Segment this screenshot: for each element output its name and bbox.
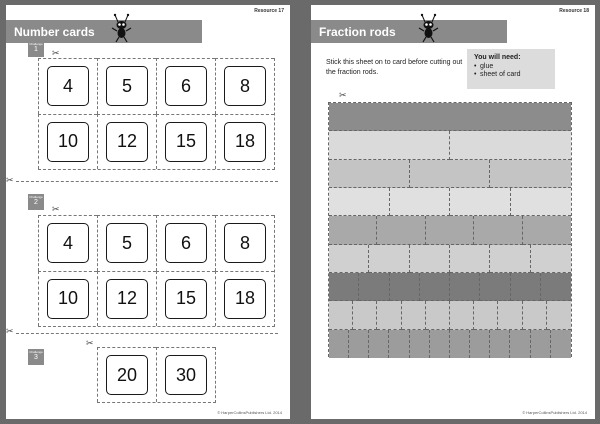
- card-cell: [156, 58, 215, 114]
- fraction-rods: [328, 102, 572, 357]
- scissors-icon: ✂: [52, 48, 60, 58]
- rod-row: [329, 188, 571, 216]
- number-card: 15: [165, 279, 207, 319]
- rod-segment: [510, 330, 530, 358]
- rod-segment: [329, 160, 410, 188]
- number-cards-page: [6, 5, 290, 419]
- scissors-icon: ✂: [52, 204, 60, 214]
- rod-segment: [329, 330, 349, 358]
- rod-segment: [329, 245, 369, 273]
- rod-segment: [329, 103, 571, 131]
- rod-segment: [490, 160, 571, 188]
- resource-label: Resource 18: [559, 8, 589, 14]
- number-card: 8: [224, 223, 266, 263]
- number-card: 20: [106, 355, 148, 395]
- challenge-number: 1: [34, 46, 38, 53]
- rod-segment: [523, 216, 571, 244]
- challenge-badge-2: [28, 194, 44, 210]
- ant-mascot-icon: [109, 13, 135, 43]
- card-cell: [156, 114, 215, 170]
- number-card: 5: [106, 66, 148, 106]
- rod-segment: [353, 301, 377, 329]
- number-card: 4: [47, 223, 89, 263]
- card-cell: [215, 114, 274, 170]
- fraction-rods-page: [311, 5, 595, 419]
- rod-segment: [329, 216, 377, 244]
- rod-segment: [480, 273, 510, 301]
- rod-segment: [390, 188, 451, 216]
- rod-row: [329, 330, 571, 358]
- rod-segment: [531, 330, 551, 358]
- rod-row: [329, 103, 571, 131]
- rod-segment: [470, 330, 490, 358]
- rod-row: [329, 131, 571, 159]
- scissors-icon: ✂: [86, 338, 94, 348]
- number-card: 8: [224, 66, 266, 106]
- rod-segment: [426, 301, 450, 329]
- rod-segment: [410, 160, 491, 188]
- card-cell: [156, 215, 215, 271]
- rod-segment: [369, 245, 409, 273]
- card-cell: [156, 271, 215, 327]
- challenge-badge-1: [28, 41, 44, 57]
- you-will-need-box: [467, 49, 555, 89]
- number-card: 12: [106, 279, 148, 319]
- rod-row: [329, 301, 571, 329]
- rod-row: [329, 160, 571, 188]
- card-cell: [38, 271, 97, 327]
- rod-segment: [511, 273, 541, 301]
- challenge-label: Challenge: [29, 350, 43, 354]
- rod-segment: [531, 245, 571, 273]
- rod-segment: [430, 330, 450, 358]
- card-cell: [97, 215, 156, 271]
- rod-segment: [329, 301, 353, 329]
- rod-segment: [450, 245, 490, 273]
- scissors-icon: ✂: [339, 90, 347, 100]
- rod-segment: [329, 188, 390, 216]
- rod-segment: [420, 273, 450, 301]
- instruction-text: Stick this sheet on to card before cutting out the fraction rods.: [326, 59, 463, 76]
- rod-segment: [498, 301, 522, 329]
- rod-row: [329, 273, 571, 301]
- rod-segment: [450, 131, 571, 159]
- ant-mascot-icon: [416, 13, 442, 43]
- need-title: You will need:: [474, 54, 521, 61]
- rod-segment: [523, 301, 547, 329]
- card-cell: [215, 271, 274, 327]
- number-card: 30: [165, 355, 207, 395]
- cut-line: [16, 333, 278, 334]
- number-card: 6: [165, 223, 207, 263]
- rod-segment: [547, 301, 571, 329]
- card-cell: [97, 271, 156, 327]
- card-cell: [215, 58, 274, 114]
- number-card: 5: [106, 223, 148, 263]
- cut-line: [16, 181, 278, 182]
- page-title: Number cards: [6, 20, 202, 43]
- rod-segment: [329, 131, 450, 159]
- rod-segment: [410, 245, 450, 273]
- number-card: 18: [224, 279, 266, 319]
- rod-segment: [369, 330, 389, 358]
- rod-segment: [511, 188, 572, 216]
- rod-segment: [426, 216, 474, 244]
- rod-segment: [389, 330, 409, 358]
- rod-segment: [490, 245, 530, 273]
- number-card: 4: [47, 66, 89, 106]
- card-cell: [97, 114, 156, 170]
- card-set-3: [97, 347, 216, 403]
- card-set-1: [38, 58, 275, 170]
- card-set-2: [38, 215, 275, 327]
- card-cell: [38, 114, 97, 170]
- rod-segment: [349, 330, 369, 358]
- number-card: 10: [47, 122, 89, 162]
- rod-segment: [329, 273, 359, 301]
- card-cell: [156, 347, 215, 402]
- number-card: 15: [165, 122, 207, 162]
- rod-segment: [450, 188, 511, 216]
- rod-segment: [541, 273, 571, 301]
- number-card: 18: [224, 122, 266, 162]
- challenge-label: Challenge: [29, 42, 43, 46]
- page-title: Fraction rods: [311, 20, 507, 43]
- rod-segment: [359, 273, 389, 301]
- challenge-label: Challenge: [29, 195, 43, 199]
- need-item: • glue: [474, 63, 555, 71]
- resource-label: Resource 17: [254, 8, 284, 14]
- rod-segment: [377, 216, 425, 244]
- rod-row: [329, 245, 571, 273]
- rod-segment: [450, 301, 474, 329]
- rod-segment: [450, 273, 480, 301]
- scissors-icon: ✂: [6, 175, 14, 185]
- rod-segment: [390, 273, 420, 301]
- copyright-footer: © HarperCollinsPublishers Ltd. 2014: [522, 410, 587, 415]
- scissors-icon: ✂: [6, 326, 14, 336]
- rod-segment: [450, 330, 470, 358]
- rod-segment: [551, 330, 571, 358]
- challenge-badge-3: [28, 349, 44, 365]
- rod-segment: [402, 301, 426, 329]
- rod-segment: [490, 330, 510, 358]
- card-cell: [97, 347, 156, 402]
- rod-row: [329, 216, 571, 244]
- number-card: 6: [165, 66, 207, 106]
- card-cell: [215, 215, 274, 271]
- number-card: 12: [106, 122, 148, 162]
- challenge-number: 3: [34, 354, 38, 361]
- card-cell: [38, 215, 97, 271]
- rod-segment: [474, 301, 498, 329]
- number-card: 10: [47, 279, 89, 319]
- rod-segment: [474, 216, 522, 244]
- copyright-footer: © HarperCollinsPublishers Ltd. 2014: [217, 410, 282, 415]
- challenge-number: 2: [34, 199, 38, 206]
- rod-segment: [377, 301, 401, 329]
- card-cell: [97, 58, 156, 114]
- need-item: • sheet of card: [474, 71, 555, 79]
- need-list: [474, 63, 555, 79]
- card-cell: [38, 58, 97, 114]
- rod-segment: [410, 330, 430, 358]
